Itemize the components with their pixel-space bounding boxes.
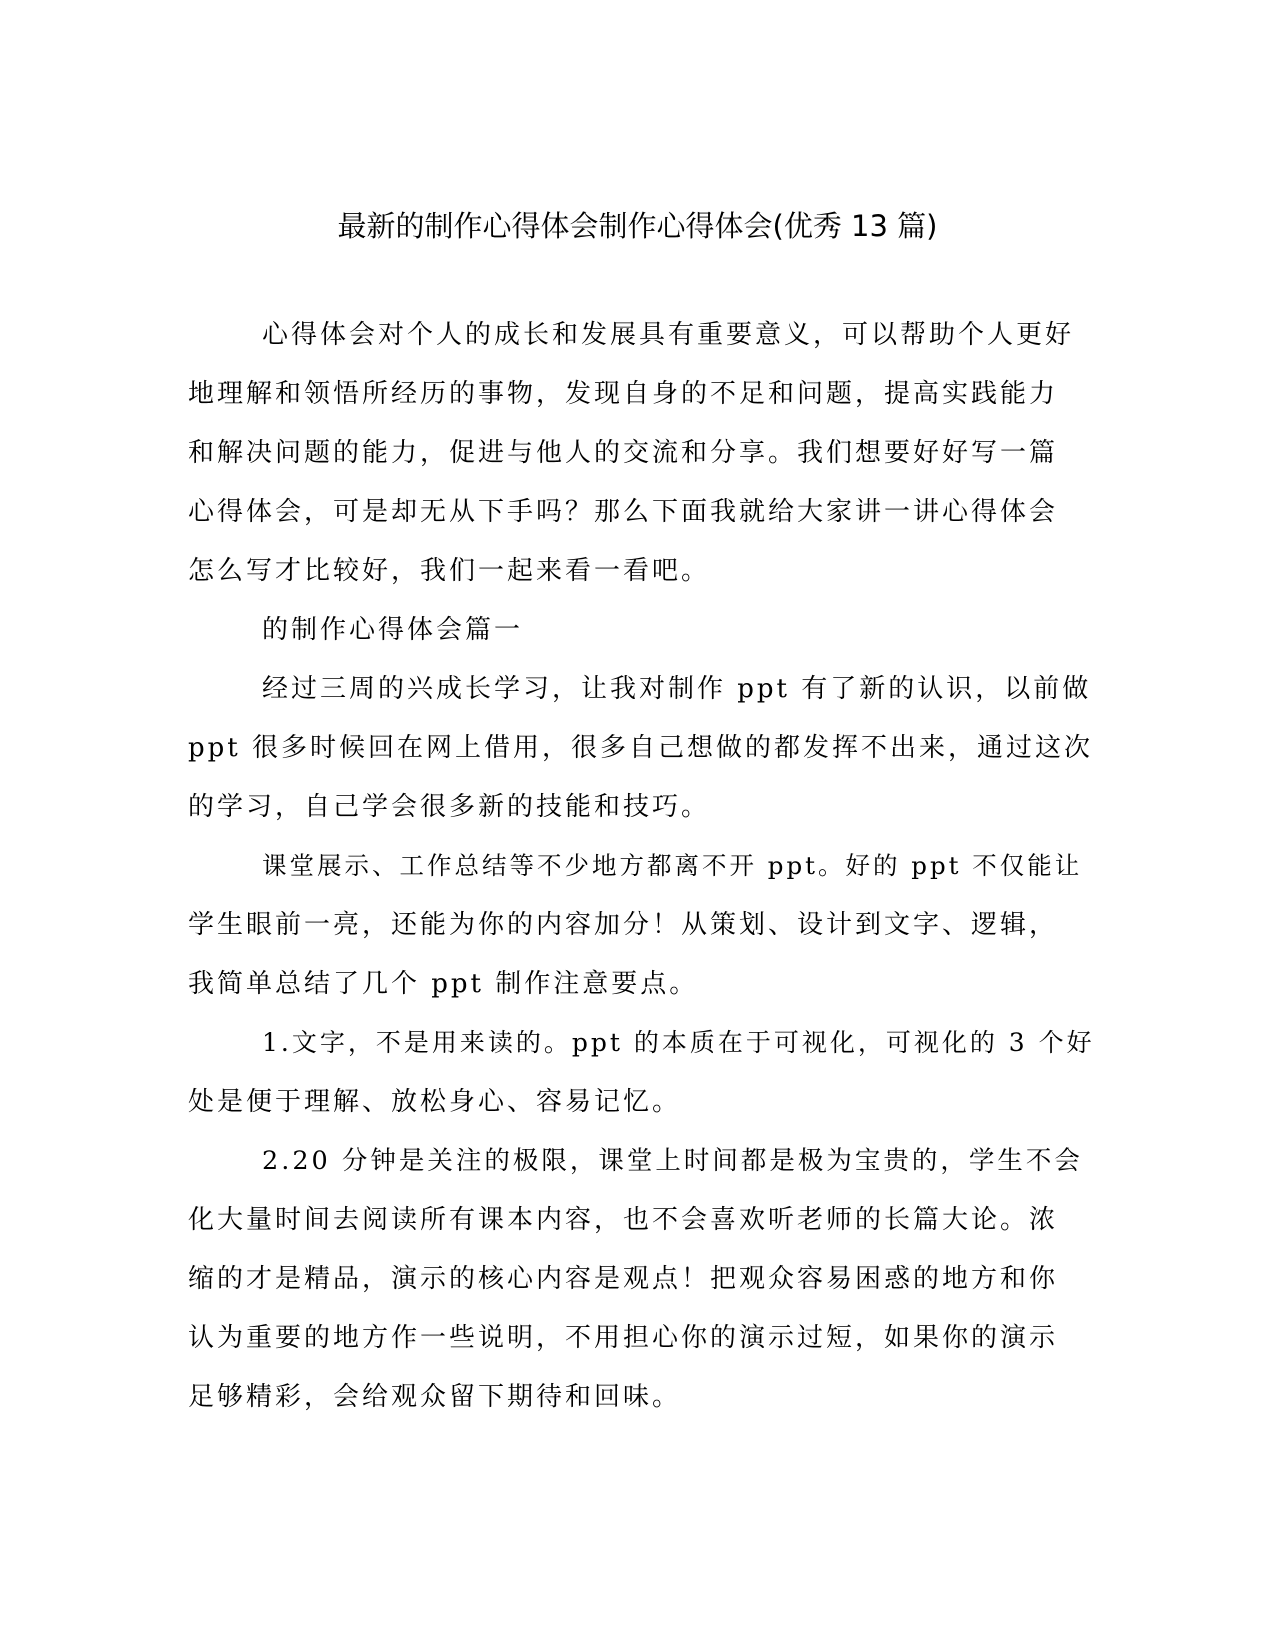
text-line: 缩的才是精品，演示的核心内容是观点！把观众容易困惑的地方和你 (188, 1264, 1059, 1294)
text-line: 怎么写才比较好，我们一起来看一看吧。 (188, 556, 711, 586)
text-line: 1.文字，不是用来读的。ppt 的本质在于可视化，可视化的 3 个好 (262, 1028, 1095, 1057)
text-line: 学生眼前一亮，还能为你的内容加分！从策划、设计到文字、逻辑， (188, 910, 1059, 940)
document-title: 最新的制作心得体会制作心得体会(优秀 13 篇) (337, 209, 938, 243)
text-line: 经过三周的兴成长学习，让我对制作 ppt 有了新的认识，以前做 (262, 674, 1092, 704)
text-line: 化大量时间去阅读所有课本内容，也不会喜欢听老师的长篇大论。浓 (188, 1205, 1059, 1235)
section-heading: 的制作心得体会篇一 (262, 615, 524, 645)
text-line: 的学习，自己学会很多新的技能和技巧。 (188, 792, 711, 822)
text-line: 心得体会，可是却无从下手吗？那么下面我就给大家讲一讲心得体会 (188, 497, 1059, 527)
text-line: 处是便于理解、放松身心、容易记忆。 (188, 1087, 682, 1117)
text-line: 认为重要的地方作一些说明，不用担心你的演示过短，如果你的演示 (188, 1323, 1059, 1353)
text-line: 2.20 分钟是关注的极限，课堂上时间都是极为宝贵的，学生不会 (262, 1146, 1083, 1176)
text-line: 心得体会对个人的成长和发展具有重要意义，可以帮助个人更好 (262, 320, 1075, 350)
text-line: 足够精彩，会给观众留下期待和回味。 (188, 1382, 682, 1412)
text-line: 和解决问题的能力，促进与他人的交流和分享。我们想要好好写一篇 (188, 438, 1059, 468)
text-line: 我简单总结了几个 ppt 制作注意要点。 (188, 969, 699, 999)
text-line: ppt 很多时候回在网上借用，很多自己想做的都发挥不出来，通过这次 (188, 733, 1094, 763)
text-line: 地理解和领悟所经历的事物，发现自身的不足和问题，提高实践能力 (188, 379, 1059, 409)
text-line: 课堂展示、工作总结等不少地方都离不开 ppt。好的 ppt 不仅能让 (262, 851, 1083, 880)
